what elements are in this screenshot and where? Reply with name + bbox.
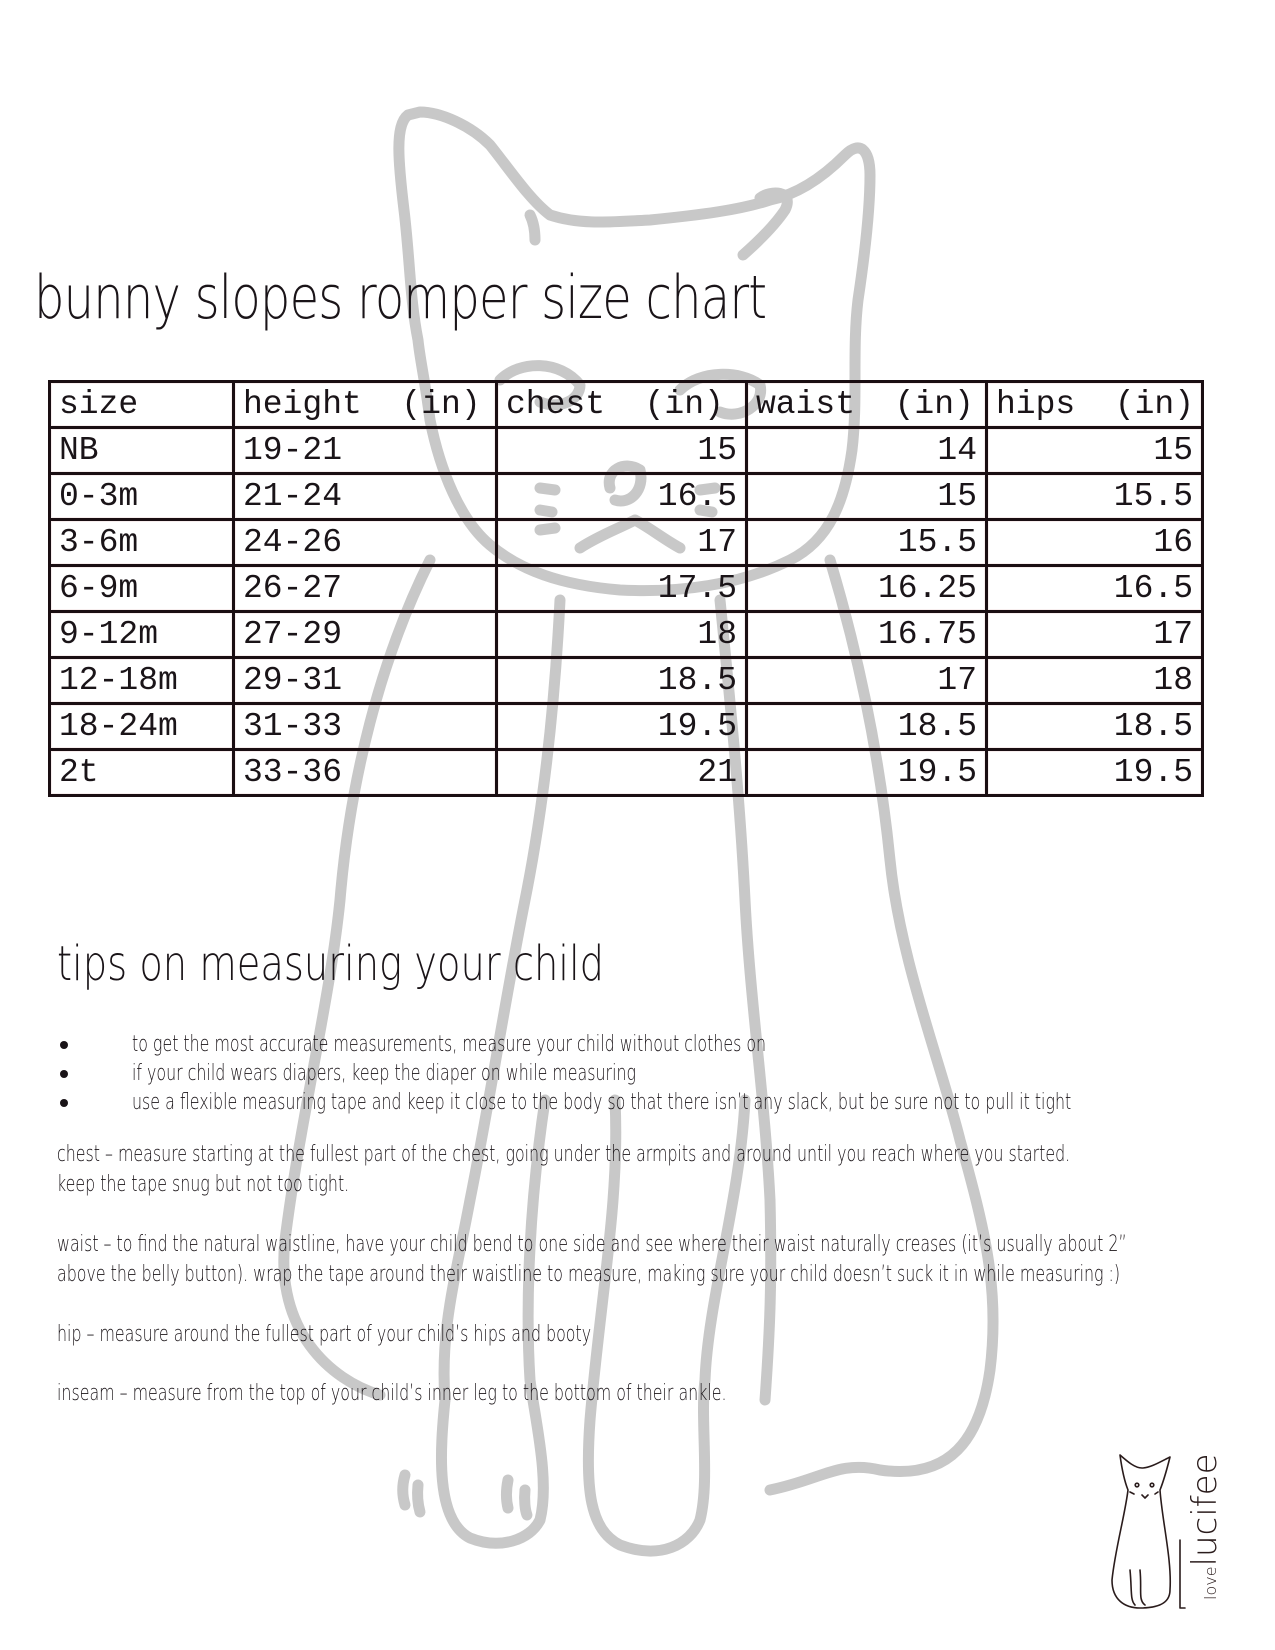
waist-instructions (57, 1230, 1275, 1290)
brand-logo-text (1185, 1453, 1225, 1601)
hip-instructions (57, 1320, 799, 1350)
chest-line-1: chest – measure starting at the fullest part of the chest, going under the armpits and around until you reach where you started. (57, 1142, 1071, 1167)
chest-cell: 16.5 (497, 474, 747, 520)
logo-brand-text: lucifee (1185, 1453, 1225, 1567)
size-cell: 2t (50, 750, 234, 796)
column-header-waist: waist (in) (747, 382, 987, 428)
table-row (50, 704, 1203, 750)
chest-line-2: keep the tape snug but not too tight. (57, 1172, 350, 1197)
chest-cell: 18.5 (497, 658, 747, 704)
size-cell: 9-12m (50, 612, 234, 658)
height-cell: 31-33 (234, 704, 497, 750)
height-cell: 19-21 (234, 428, 497, 474)
waist-cell: 17 (747, 658, 987, 704)
table-row (50, 658, 1203, 704)
column-header-chest: chest (in) (497, 382, 747, 428)
tip-text: use a flexible measuring tape and keep it close to the body so that there isn’t any slack, but be sure not to pull it tight (132, 1090, 1072, 1115)
tip-text: if your child wears diapers, keep the diaper on while measuring (132, 1061, 637, 1086)
hips-cell: 19.5 (987, 750, 1203, 796)
column-header-height: height (in) (234, 382, 497, 428)
waist-cell: 16.75 (747, 612, 987, 658)
height-cell: 29-31 (234, 658, 497, 704)
inseam-instructions (57, 1379, 987, 1409)
height-cell: 27-29 (234, 612, 497, 658)
hips-cell: 15 (987, 428, 1203, 474)
height-cell: 33-36 (234, 750, 497, 796)
size-cell: 6-9m (50, 566, 234, 612)
bullet-icon (60, 1041, 68, 1049)
hips-cell: 17 (987, 612, 1203, 658)
height-cell: 24-26 (234, 520, 497, 566)
table-row (50, 612, 1203, 658)
size-cell: 0-3m (50, 474, 234, 520)
height-cell: 21-24 (234, 474, 497, 520)
hips-cell: 18 (987, 658, 1203, 704)
inseam-line: inseam – measure from the top of your child’s inner leg to the bottom of their ankle. (57, 1381, 727, 1406)
waist-cell: 16.25 (747, 566, 987, 612)
size-chart-table (48, 380, 1204, 797)
hips-cell: 18.5 (987, 704, 1203, 750)
bullet-icon (60, 1099, 68, 1107)
chest-cell: 17.5 (497, 566, 747, 612)
waist-cell: 18.5 (747, 704, 987, 750)
table-header-row (50, 382, 1203, 428)
size-cell: 18-24m (50, 704, 234, 750)
table-row (50, 428, 1203, 474)
table-row (50, 566, 1203, 612)
chest-instructions (57, 1140, 1275, 1200)
hips-cell: 15.5 (987, 474, 1203, 520)
table-row (50, 520, 1203, 566)
column-header-hips: hips (in) (987, 382, 1203, 428)
waist-line-1: waist – to find the natural waistline, have your child bend to one side and see where their waist naturally creases (it’s usually about 2” (57, 1232, 1127, 1257)
tip-text: to get the most accurate measurements, measure your child without clothes on (132, 1032, 767, 1057)
tips-heading: tips on measuring your child (57, 936, 605, 992)
size-cell: 3-6m (50, 520, 234, 566)
table-row (50, 474, 1203, 520)
chest-cell: 15 (497, 428, 747, 474)
waist-cell: 19.5 (747, 750, 987, 796)
size-cell: NB (50, 428, 234, 474)
height-cell: 26-27 (234, 566, 497, 612)
waist-cell: 15 (747, 474, 987, 520)
waist-cell: 14 (747, 428, 987, 474)
logo-love-text: love (1201, 1566, 1220, 1600)
chest-cell: 19.5 (497, 704, 747, 750)
sitting-cat-icon (1100, 1440, 1250, 1615)
hips-cell: 16.5 (987, 566, 1203, 612)
table-row (50, 750, 1203, 796)
page-title: bunny slopes romper size chart (34, 263, 767, 333)
chest-cell: 21 (497, 750, 747, 796)
chest-cell: 17 (497, 520, 747, 566)
waist-cell: 15.5 (747, 520, 987, 566)
chest-cell: 18 (497, 612, 747, 658)
size-cell: 12-18m (50, 658, 234, 704)
hips-cell: 16 (987, 520, 1203, 566)
hip-line: hip – measure around the fullest part of your child’s hips and booty (57, 1322, 592, 1347)
bullet-icon (60, 1070, 68, 1078)
column-header-size: size (50, 382, 234, 428)
waist-line-2: above the belly button). wrap the tape around their waistline to measure, making sure your child doesn’t suck it in while measuring :) (57, 1262, 1121, 1287)
